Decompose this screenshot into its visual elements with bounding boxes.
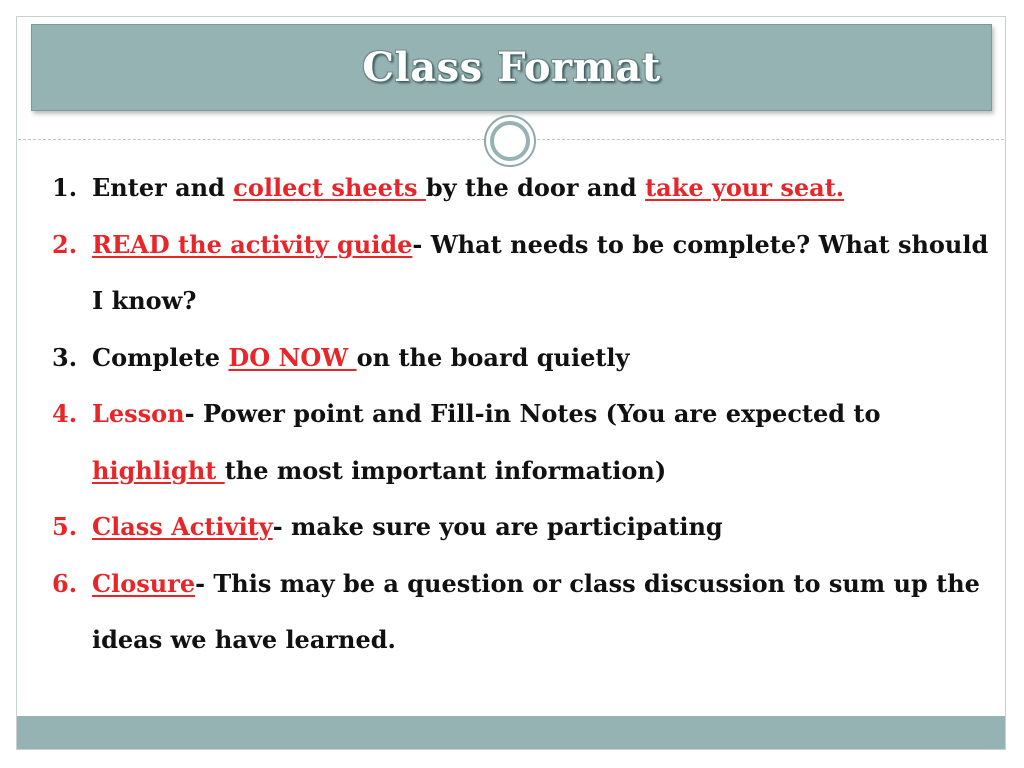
item-text-part: highlight (92, 455, 225, 485)
item-text-part: on the board quietly (356, 342, 630, 372)
item-text (92, 160, 1002, 217)
item-number: 5. (52, 512, 78, 541)
list-item (52, 160, 1002, 217)
item-text-part: the most important information) (224, 455, 667, 485)
item-text-part: Closure (92, 568, 196, 598)
list-item (52, 386, 1002, 499)
item-text-part: - make sure you are participating (272, 512, 723, 541)
list-item (52, 499, 1002, 556)
item-text-part: READ the activity guide (92, 229, 413, 259)
item-number: 2. (52, 229, 78, 259)
item-text (92, 217, 1002, 330)
item-text-part: Enter and (92, 173, 234, 202)
item-text-part: collect sheets (233, 173, 426, 202)
item-text-part: Complete (92, 342, 229, 372)
item-text-part: - What needs to be complete? What should I know? (92, 229, 989, 315)
list-item (52, 330, 1002, 387)
ring-ornament-inner (490, 121, 530, 161)
title-bar (31, 24, 992, 111)
item-text (92, 556, 1002, 669)
item-text-part: - This may be a question or class discussion to sum up the ideas we have learned. (92, 568, 980, 654)
item-text (92, 330, 1002, 387)
item-text (92, 499, 1002, 556)
item-number: 1. (52, 173, 78, 202)
item-text-part: by the door and (425, 173, 646, 202)
item-text (92, 386, 1002, 499)
list-item (52, 217, 1002, 330)
item-text-part: DO NOW (228, 342, 357, 372)
item-number: 6. (52, 568, 78, 598)
item-text-part: Class Activity (92, 512, 273, 541)
item-text-part: Lesson (92, 399, 185, 428)
item-text-part: - Power point and Fill-in Notes (You are expected to (184, 399, 881, 428)
footer-bar (17, 716, 1005, 749)
item-number: 4. (52, 399, 78, 428)
slide-title: Class Format (362, 44, 661, 91)
agenda-list (52, 160, 1002, 669)
item-number: 3. (52, 342, 78, 372)
item-text-part: take your seat. (645, 173, 845, 202)
list-item (52, 556, 1002, 669)
